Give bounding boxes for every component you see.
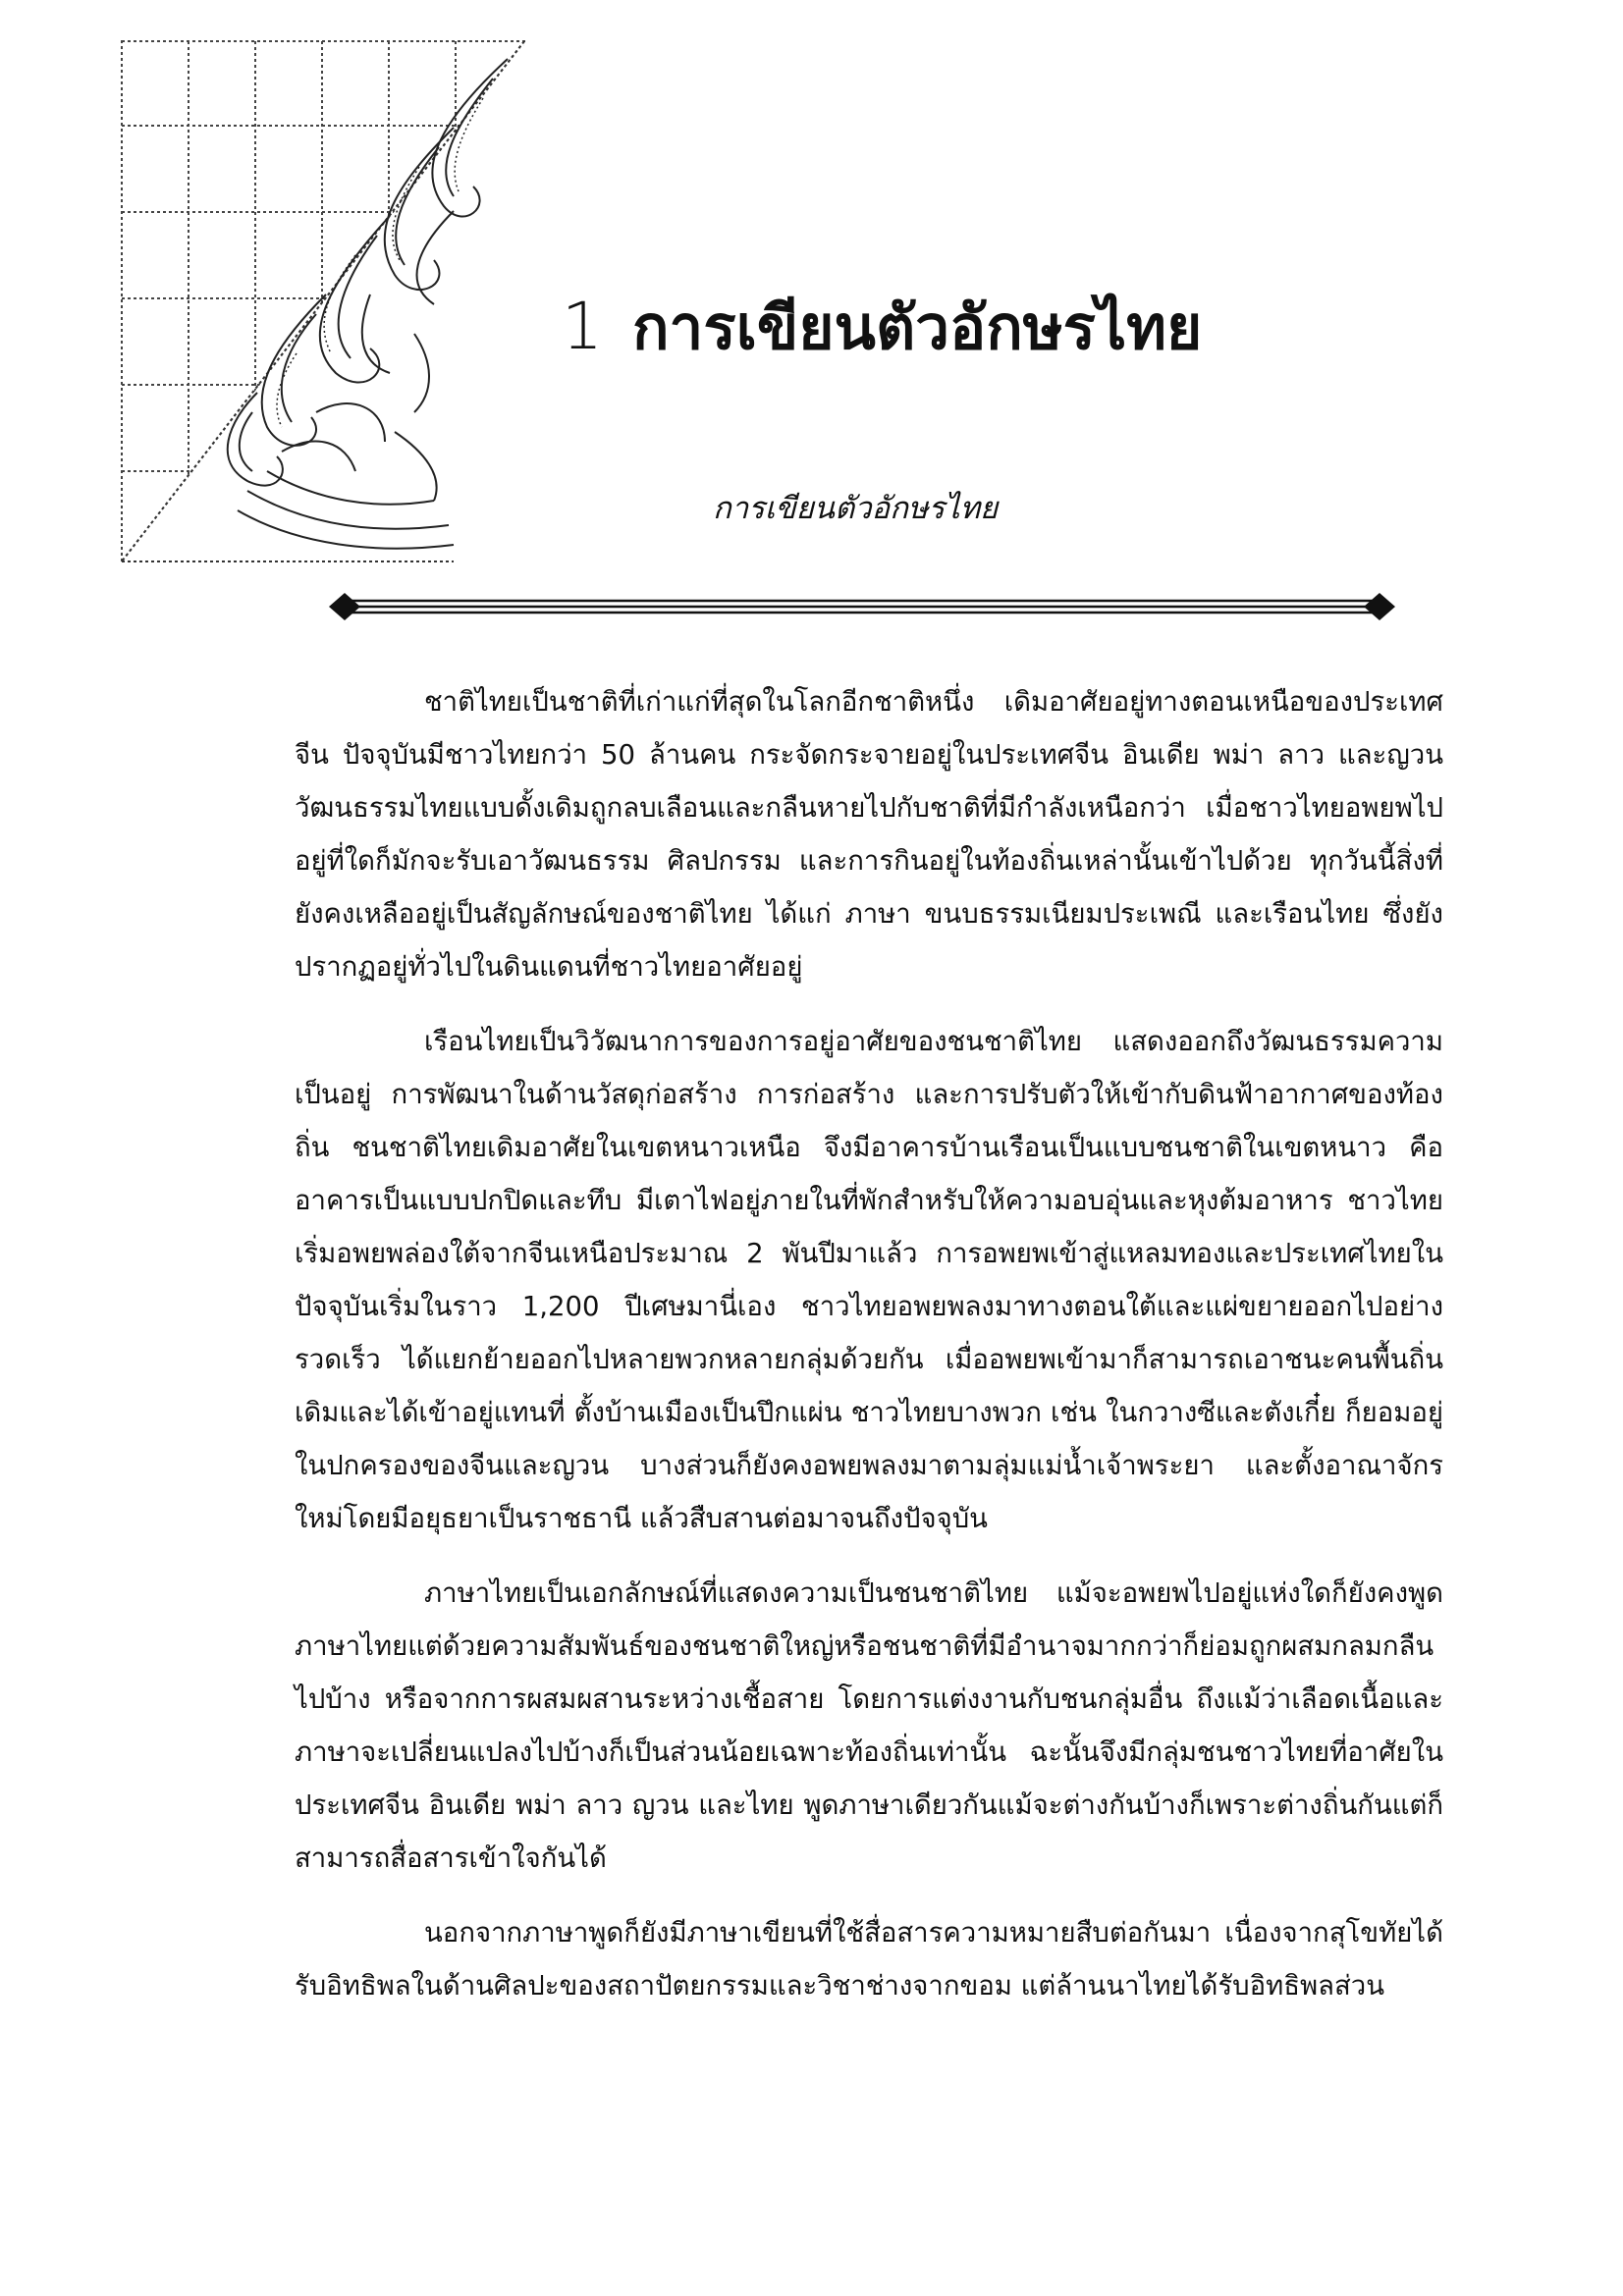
- paragraph-3: ภาษาไทยเป็นเอกลักษณ์ที่แสดงความเป็นชนชาติไทย แม้จะอพยพไปอยู่แห่งใดก็ยังคงพูดภาษาไทยแต่ด้วยความสัมพันธ์ของชนชาติใหญ่หรือชนชาติที่มีอำนาจมากกว่าก็ย่อมถูกผสมกลมกลืนไปบ้าง หรือจากการผสมผสานระหว่างเชื้อสาย โดยการแต่งงานกับชนกลุ่มอื่น ถึงแม้ว่าเลือดเนื้อและภาษาจะเปลี่ยนแปลงไปบ้างก็เป็นส่วนน้อยเฉพาะท้องถิ่นเท่านั้น ฉะนั้นจึงมีกลุ่มชนชาวไทยที่อาศัยในประเทศจีน อินเดีย พม่า ลาว ญวน และไทย พูดภาษาเดียวกันแม้จะต่างกันบ้างก็เพราะต่างถิ่นกันแต่ก็สามารถสื่อสารเข้าใจกันได้: [295, 1577, 1443, 1874]
- diamond-right-icon: [1364, 593, 1395, 620]
- paragraph-1: ชาติไทยเป็นชาติที่เก่าแก่ที่สุดในโลกอีกชาติหนึ่ง เดิมอาศัยอยู่ทางตอนเหนือของประเทศจีน ปัจจุบันมีชาวไทยกว่า 50 ล้านคน กระจัดกระจายอยู่ในประเทศจีน อินเดีย พม่า ลาว และญวน วัฒนธรรมไทยแบบดั้งเดิมถูกลบเลือนและกลืนหายไปกับชาติที่มีกำลังเหนือกว่า เมื่อชาวไทยอพยพไปอยู่ที่ใดก็มักจะรับเอาวัฒนธรรม ศิลปกรรม และการกินอยู่ในท้องถิ่นเหล่านั้นเข้าไปด้วย ทุกวันนี้สิ่งที่ยังคงเหลืออยู่เป็นสัญลักษณ์ของชาติไทย ได้แก่ ภาษา ขนบธรรมเนียมประเพณี และเรือนไทย ซึ่งยังปรากฏอยู่ทั่วไปในดินแดนที่ชาวไทยอาศัยอยู่: [295, 686, 1443, 983]
- chapter-title: การเขียนตัวอักษรไทย: [632, 292, 1203, 363]
- paragraph-2: เรือนไทยเป็นวิวัฒนาการของการอยู่อาศัยของชนชาติไทย แสดงออกถึงวัฒนธรรมความเป็นอยู่ การพัฒนาในด้านวัสดุก่อสร้าง การก่อสร้าง และการปรับตัวให้เข้ากับดินฟ้าอากาศของท้องถิ่น ชนชาติไทยเดิมอาศัยในเขตหนาวเหนือ จึงมีอาคารบ้านเรือนเป็นแบบชนชาติในเขตหนาว คือ อาคารเป็นแบบปกปิดและทึบ มีเตาไฟอยู่ภายในที่พักสำหรับให้ความอบอุ่นและหุงต้มอาหาร ชาวไทยเริ่มอพยพล่องใต้จากจีนเหนือประมาณ 2 พันปีมาแล้ว การอพยพเข้าสู่แหลมทองและประเทศไทยในปัจจุบันเริ่มในราว 1,200 ปีเศษมานี่เอง ชาวไทยอพยพลงมาทางตอนใต้และแผ่ขยายออกไปอย่างรวดเร็ว ได้แยกย้ายออกไปหลายพวกหลายกลุ่มด้วยกัน เมื่ออพยพเข้ามาก็สามารถเอาชนะคนพื้นถิ่นเดิมและได้เข้าอยู่แทนที่ ตั้งบ้านเมืองเป็นปึกแผ่น ชาวไทยบางพวก เช่น ในกวางซีและตังเกี๋ย ก็ยอมอยู่ในปกครองของจีนและญวน บางส่วนก็ยังคงอพยพลงมาตามลุ่มแม่น้ำเจ้าพระยา และตั้งอาณาจักรใหม่โดยมีอยุธยาเป็นราชธานี แล้วสืบสานต่อมาจนถึงปัจจุบัน: [295, 1026, 1443, 1534]
- body-text: [295, 675, 1443, 2034]
- chapter-heading: [562, 280, 1202, 376]
- section-divider: [327, 585, 1397, 628]
- chapter-subtitle: การเขียนตัวอักษรไทย: [713, 491, 999, 526]
- paragraph-4: นอกจากภาษาพูดก็ยังมีภาษาเขียนที่ใช้สื่อสารความหมายสืบต่อกันมา เนื่องจากสุโขทัยได้รับอิทธิพลในด้านศิลปะของสถาปัตยกรรมและวิชาช่างจากขอม แต่ล้านนาไทยได้รับอิทธิพลส่วน: [295, 1917, 1443, 2002]
- diamond-left-icon: [329, 593, 360, 620]
- thai-ornament-illustration: [120, 39, 530, 565]
- chapter-number: 1: [562, 289, 603, 364]
